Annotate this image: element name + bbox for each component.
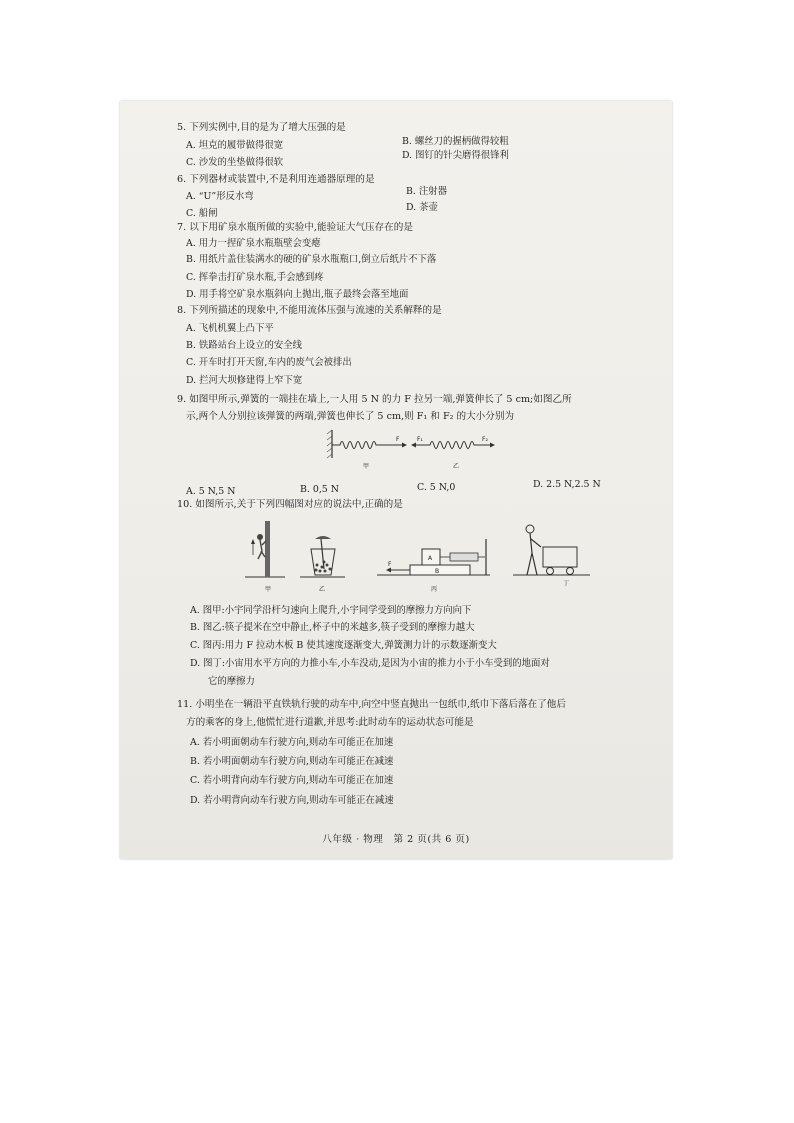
q6-option-d: D. 茶壶	[406, 202, 438, 213]
q8-option-a: A. 飞机机翼上凸下平	[186, 323, 274, 334]
q10-option-d-line2: 它的摩擦力	[208, 676, 255, 687]
figure-bing	[377, 539, 490, 593]
q6-option-c: C. 船闸	[186, 208, 218, 219]
spring-yi	[426, 442, 478, 449]
q9-option-c: C. 5 N,0	[417, 482, 456, 493]
cart	[543, 547, 577, 567]
q6-stem: 6. 下列器材或装置中,不是利用连通器原理的是	[177, 174, 375, 185]
q11-stem-line2: 方的乘客的身上,他慌忙进行道歉,并思考:此时动车的运动状态可能是	[186, 717, 474, 728]
figure-ding	[513, 525, 590, 587]
q11-option-d: D. 若小明背向动车行驶方向,则动车可能正在减速	[190, 795, 394, 806]
q9-spring-figure	[320, 428, 510, 473]
q8-option-d: D. 拦河大坝修建得上窄下宽	[186, 375, 303, 386]
q8-option-b: B. 铁路站台上设立的安全线	[186, 340, 302, 351]
fig-label-yi: 乙	[453, 463, 460, 470]
q9-stem-line2: 示,两个人分别拉该弹簧的两端,弹簧也伸长了 5 cm,则 F₁ 和 F₂ 的大小分别为	[186, 411, 515, 422]
force-label-f: F	[396, 436, 400, 443]
q9-option-a: A. 5 N,5 N	[186, 486, 236, 497]
q8-stem: 8. 下列所描述的现象中,不能用流体压强与流速的关系解释的是	[177, 305, 442, 316]
spring-jia	[332, 442, 388, 449]
force-label-f1: F₁	[417, 436, 423, 443]
q11-option-c: C. 若小明背向动车行驶方向,则动车可能正在加速	[190, 775, 394, 786]
q8-option-c: C. 开车时打开天窗,车内的废气会被排出	[186, 357, 352, 368]
fig-label-bing: 丙	[431, 586, 438, 593]
q5-option-d: D. 图钉的针尖磨得很锋利	[402, 150, 509, 161]
figure-jia	[245, 521, 285, 593]
q7-option-d: D. 用手将空矿泉水瓶斜向上抛出,瓶子最终会落至地面	[186, 289, 409, 300]
q10-option-a: A. 图甲:小宇同学沿杆匀速向上爬升,小宇同学受到的摩擦力方向向下	[190, 605, 472, 616]
q10-option-c: C. 图丙:用力 F 拉动木板 B 使其速度逐渐变大,弹簧测力计的示数逐渐变大	[190, 640, 497, 651]
q5-option-b: B. 螺丝刀的握柄做得较粗	[402, 136, 509, 147]
q7-option-a: A. 用力一捏矿泉水瓶瓶壁会变瘪	[186, 238, 321, 249]
q5-option-c: C. 沙发的坐垫做得很软	[186, 157, 284, 168]
q5-option-a: A. 坦克的履带做得很宽	[186, 140, 284, 151]
q7-option-b: B. 用纸片盖住装满水的硬的矿泉水瓶瓶口,倒立后纸片不下落	[186, 254, 437, 265]
fig-label-jia: 甲	[265, 586, 272, 593]
q10-stem: 10. 如图所示,关于下列四幅图对应的说法中,正确的是	[177, 499, 403, 510]
page-footer: 八年级 · 物理 第 2 页(共 6 页)	[322, 834, 470, 845]
force-arrowhead-f2	[490, 443, 495, 448]
wall-hatch-jia	[327, 430, 332, 458]
figure-yi	[300, 536, 345, 593]
board-b	[410, 565, 470, 575]
force-arrowhead-jia	[402, 443, 407, 448]
fig-label-ding: 丁	[563, 580, 570, 587]
q7-stem: 7. 以下用矿泉水瓶所做的实验中,能验证大气压存在的是	[177, 222, 413, 233]
force-label-f: F	[388, 561, 392, 568]
q6-option-b: B. 注射器	[406, 186, 447, 197]
force-label-f2: F₂	[482, 436, 488, 443]
block-label-a: A	[428, 555, 433, 562]
exam-page	[120, 101, 672, 859]
block-label-b: B	[435, 568, 440, 575]
q11-stem-line1: 11. 小明坐在一辆沿平直铁轨行驶的动车中,向空中竖直抛出一包纸巾,纸巾下落后落在了他后	[177, 699, 566, 710]
q6-option-a: A. “U”形反水弯	[186, 191, 254, 202]
q9-option-d: D. 2.5 N,2.5 N	[533, 479, 601, 490]
q11-option-b: B. 若小明面朝动车行驶方向,则动车可能正在减速	[190, 756, 394, 767]
fig-label-yi: 乙	[319, 586, 326, 593]
q9-option-b: B. 0,5 N	[300, 484, 339, 495]
q10-option-d-line1: D. 图丁:小宙用水平方向的力推小车,小车没动,是因为小宙的推力小于小车受到的地面对	[190, 658, 550, 669]
q10-option-b: B. 图乙:筷子提米在空中静止,杯子中的米越多,筷子受到的摩擦力越大	[190, 622, 475, 633]
force-arrowhead-f1	[411, 443, 416, 448]
q11-option-a: A. 若小明面朝动车行驶方向,则动车可能正在加速	[190, 737, 394, 748]
q9-stem-line1: 9. 如图甲所示,弹簧的一端挂在墙上,一人用 5 N 的力 F 拉另一端,弹簧伸长了 5 cm;如图乙所	[177, 394, 572, 405]
q5-stem: 5. 下列实例中,目的是为了增大压强的是	[177, 122, 346, 133]
fig-label-jia: 甲	[363, 463, 370, 470]
q7-option-c: C. 挥拳击打矿泉水瓶,手会感到疼	[186, 272, 324, 283]
spring-scale	[450, 553, 478, 561]
q10-four-figures	[245, 519, 595, 597]
